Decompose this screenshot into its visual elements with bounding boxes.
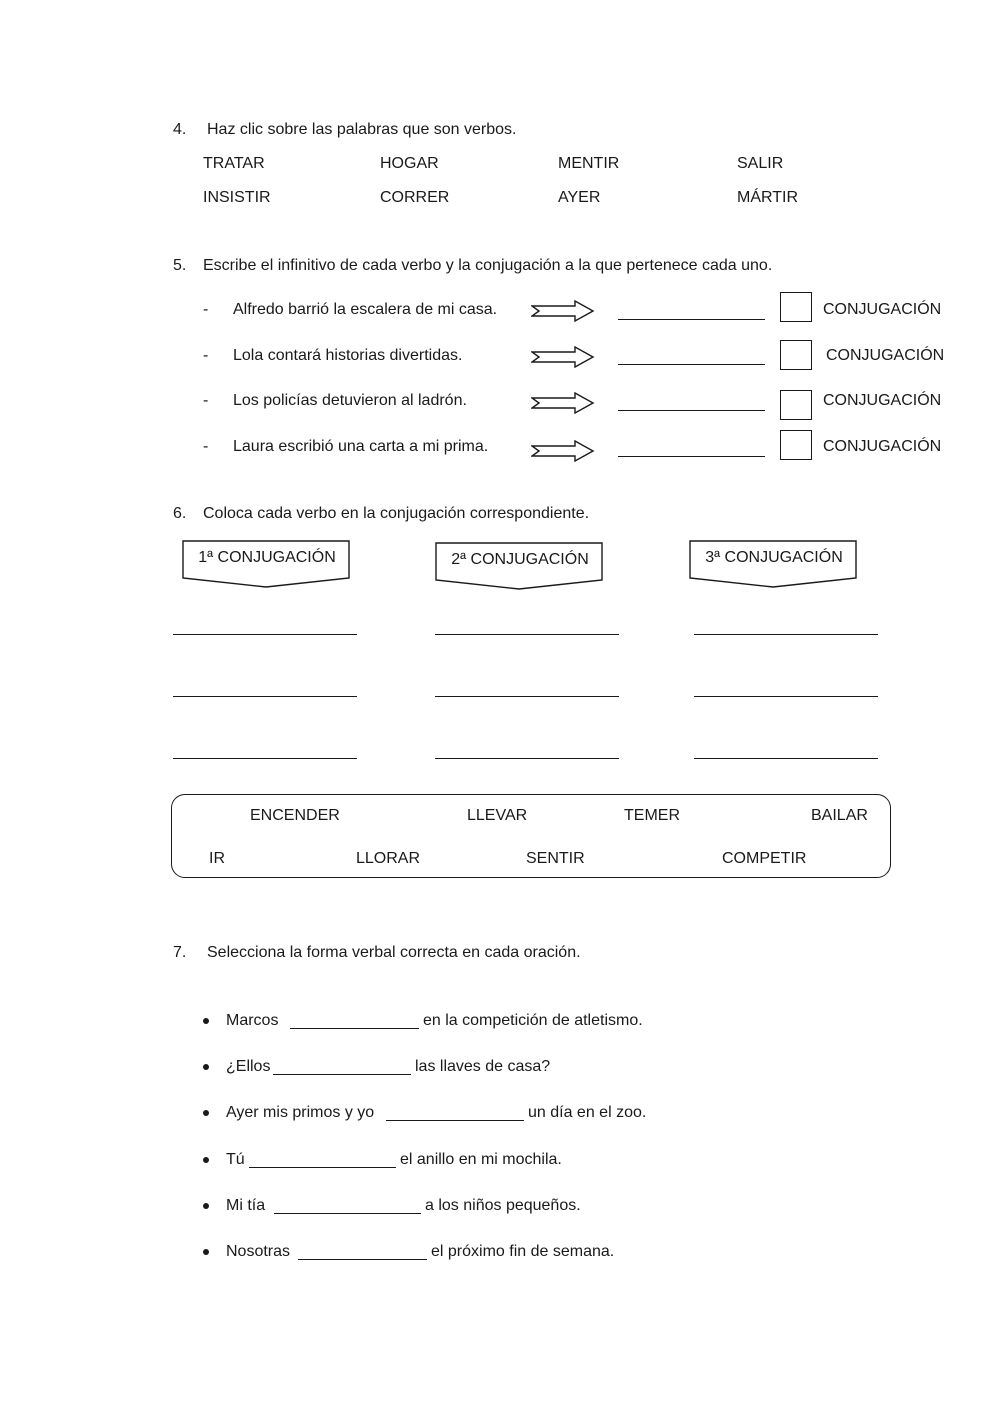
draggable-word-llevar[interactable]: LLEVAR [467, 807, 528, 824]
conjugation-2-slot[interactable] [435, 634, 619, 635]
conjugation-label: CONJUGACIÓN [826, 347, 945, 364]
q5-sentence: Lola contará historias divertidas. [233, 347, 463, 364]
verb-option-insistir[interactable]: INSISTIR [203, 189, 271, 206]
conjugation-header-1-label: 1ª CONJUGACIÓN [198, 549, 336, 566]
conjugation-checkbox[interactable] [780, 430, 812, 460]
verb-option-tratar[interactable]: TRATAR [203, 155, 265, 172]
conjugation-1-slot[interactable] [173, 758, 357, 759]
q7-sentence-end: las llaves de casa? [415, 1058, 551, 1075]
q6-number: 6. [173, 505, 187, 522]
verb-form-select[interactable] [249, 1167, 396, 1168]
q7-sentence-start: Marcos [226, 1012, 279, 1029]
conjugation-2-slot[interactable] [435, 696, 619, 697]
conjugation-label: CONJUGACIÓN [823, 301, 942, 318]
q5-prompt: Escribe el infinitivo de cada verbo y la conjugación a la que pertenece cada uno. [203, 257, 773, 274]
verb-form-select[interactable] [273, 1074, 411, 1075]
q5-sentence: Alfredo barrió la escalera de mi casa. [233, 301, 498, 318]
q6-prompt: Coloca cada verbo en la conjugación correspondiente. [203, 505, 590, 522]
q7-sentence-start: Nosotras [226, 1243, 291, 1260]
conjugation-checkbox[interactable] [780, 292, 812, 322]
bullet-icon [203, 1249, 209, 1255]
verb-option-correr[interactable]: CORRER [380, 189, 450, 206]
draggable-word-competir[interactable]: COMPETIR [722, 850, 807, 867]
conjugation-label: CONJUGACIÓN [823, 438, 942, 455]
q7-sentence-end: el anillo en mi mochila. [400, 1151, 562, 1168]
q4-number: 4. [173, 121, 187, 138]
bullet-icon [203, 1203, 209, 1209]
verb-form-select[interactable] [290, 1028, 419, 1029]
draggable-word-sentir[interactable]: SENTIR [526, 850, 585, 867]
right-arrow-icon [531, 392, 595, 414]
q5-sentence: Laura escribió una carta a mi prima. [233, 438, 489, 455]
q5-sentence: Los policías detuvieron al ladrón. [233, 392, 467, 409]
q5-dash: - [203, 392, 209, 409]
q7-sentence-start: Ayer mis primos y yo [226, 1104, 375, 1121]
conjugation-header-3-label: 3ª CONJUGACIÓN [705, 549, 843, 566]
q7-sentence-end: a los niños pequeños. [425, 1197, 581, 1214]
q5-dash: - [203, 301, 209, 318]
conjugation-header-3 [689, 540, 859, 590]
q5-dash: - [203, 347, 209, 364]
verb-form-select[interactable] [386, 1120, 524, 1121]
draggable-word-bailar[interactable]: BAILAR [811, 807, 868, 824]
bullet-icon [203, 1157, 209, 1163]
verb-option-salir[interactable]: SALIR [737, 155, 784, 172]
draggable-word-llorar[interactable]: LLORAR [356, 850, 421, 867]
bullet-icon [203, 1064, 209, 1070]
conjugation-header-1 [182, 540, 352, 590]
infinitive-input[interactable] [618, 410, 765, 411]
q7-sentence-end: en la competición de atletismo. [423, 1012, 643, 1029]
draggable-word-ir[interactable]: IR [209, 850, 225, 867]
q7-sentence-end: el próximo fin de semana. [431, 1243, 615, 1260]
q7-sentence-start: Tú [226, 1151, 245, 1168]
verb-form-select[interactable] [274, 1213, 421, 1214]
conjugation-checkbox[interactable] [780, 340, 812, 370]
q7-number: 7. [173, 944, 187, 961]
conjugation-checkbox[interactable] [780, 390, 812, 420]
q7-sentence-start: ¿Ellos [226, 1058, 271, 1075]
right-arrow-icon [531, 346, 595, 368]
draggable-word-temer[interactable]: TEMER [624, 807, 680, 824]
verb-option-martir[interactable]: MÁRTIR [737, 189, 799, 206]
conjugation-header-2 [435, 542, 605, 592]
conjugation-header-2-label: 2ª CONJUGACIÓN [451, 551, 589, 568]
bullet-icon [203, 1110, 209, 1116]
q7-sentence-start: Mi tía [226, 1197, 266, 1214]
conjugation-label: CONJUGACIÓN [823, 392, 942, 409]
infinitive-input[interactable] [618, 364, 765, 365]
q5-dash: - [203, 438, 209, 455]
q7-sentence-end: un día en el zoo. [528, 1104, 647, 1121]
conjugation-3-slot[interactable] [694, 696, 878, 697]
conjugation-3-slot[interactable] [694, 634, 878, 635]
bullet-icon [203, 1018, 209, 1024]
conjugation-3-slot[interactable] [694, 758, 878, 759]
verb-form-select[interactable] [298, 1259, 427, 1260]
infinitive-input[interactable] [618, 456, 765, 457]
right-arrow-icon [531, 440, 595, 462]
verb-option-ayer[interactable]: AYER [558, 189, 601, 206]
conjugation-1-slot[interactable] [173, 634, 357, 635]
verb-option-hogar[interactable]: HOGAR [380, 155, 439, 172]
q4-prompt: Haz clic sobre las palabras que son verbos. [207, 121, 517, 138]
verb-option-mentir[interactable]: MENTIR [558, 155, 620, 172]
right-arrow-icon [531, 300, 595, 322]
q7-prompt: Selecciona la forma verbal correcta en cada oración. [207, 944, 581, 961]
conjugation-1-slot[interactable] [173, 696, 357, 697]
q5-number: 5. [173, 257, 187, 274]
draggable-word-encender[interactable]: ENCENDER [250, 807, 340, 824]
conjugation-2-slot[interactable] [435, 758, 619, 759]
infinitive-input[interactable] [618, 319, 765, 320]
